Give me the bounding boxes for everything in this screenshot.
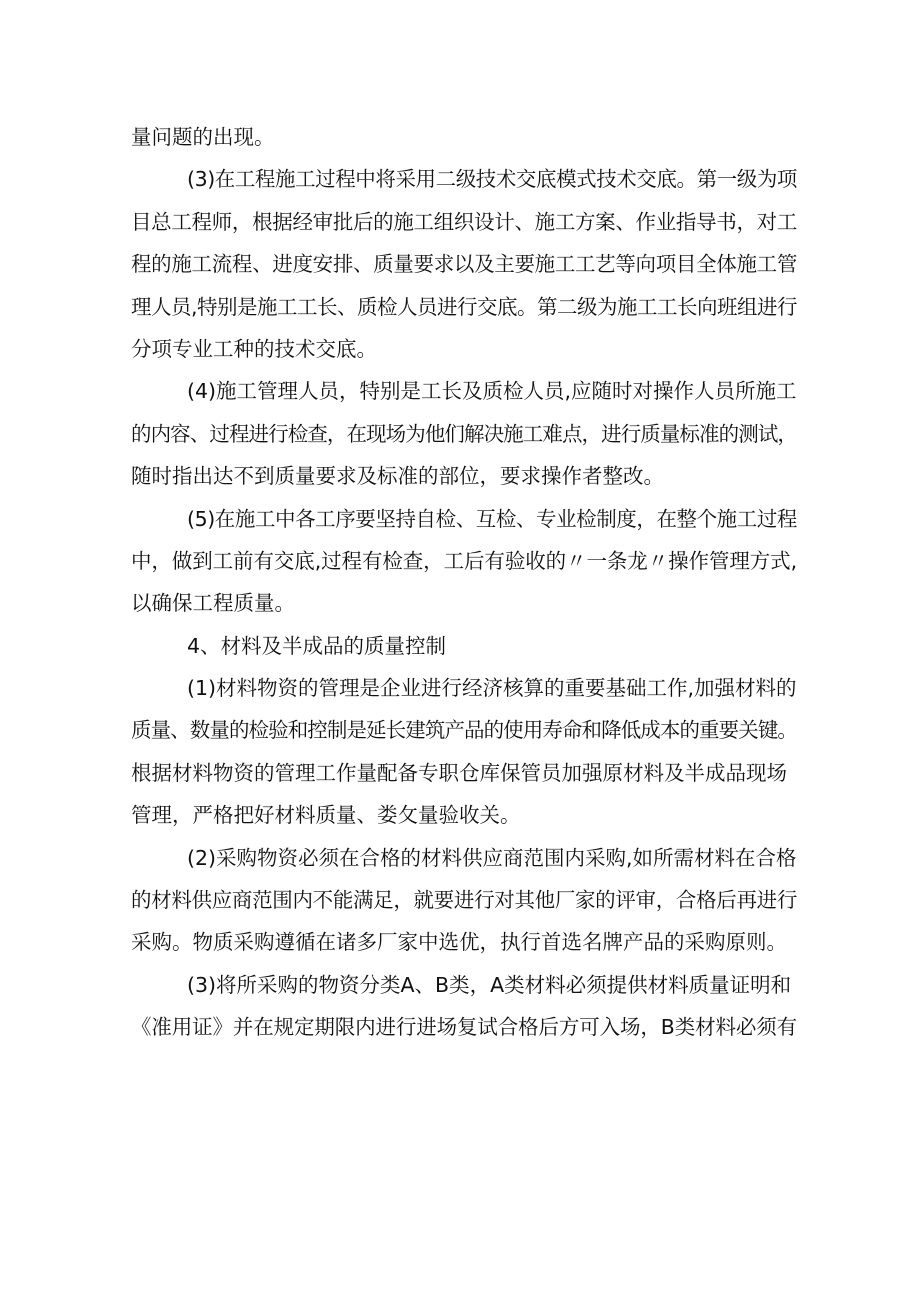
text-line: 中，做到工前有交底,过程有检查，工后有验收的〃一条龙〃操作管理方式, xyxy=(131,548,797,573)
text-line: 以确保工程质量。 xyxy=(131,591,295,616)
text-line: 量问题的出现。 xyxy=(131,125,275,149)
text-line: 程的施工流程、进度安排、质量要求以及主要施工工艺等向项目全体施工管 xyxy=(131,252,797,277)
paragraph-material-2 xyxy=(131,837,797,964)
text-line: 采购。物质采购遵循在诸多厂家中选优，执行首选名牌产品的采购原则。 xyxy=(131,930,787,955)
text-line: 《准用证》并在规定期限内进行进场复试合格后方可入场，B类材料必须有 xyxy=(131,1015,797,1040)
text-line: 理人员,特别是施工工长、质检人员进行交底。第二级为施工工长向班组进行 xyxy=(131,294,797,319)
paragraph-material-3 xyxy=(131,964,797,1049)
text-line: (2)采购物资必须在合格的材料供应商范围内采购,如所需材料在合格 xyxy=(187,845,797,870)
paragraph-item-3 xyxy=(131,158,797,370)
text-line: 质量、数量的检验和控制是延长建筑产品的使用寿命和降低成本的重要关键。 xyxy=(131,718,797,743)
text-line: (3)将所采购的物资分类A、B类，A类材料必须提供材料质量证明和 xyxy=(187,972,792,997)
paragraph xyxy=(131,116,797,158)
text-line: 分项专业工种的技术交底。 xyxy=(131,336,377,361)
text-line: 的内容、过程进行检查，在现场为他们解决施工难点，进行质量标准的测试， xyxy=(131,421,797,446)
paragraph-item-5 xyxy=(131,498,797,625)
document-body xyxy=(131,116,797,1049)
text-line: 随时指出达不到质量要求及标准的部位，要求操作者整改。 xyxy=(131,464,664,489)
text-line: (1)材料物资的管理是企业进行经济核算的重要基础工作,加强材料的 xyxy=(187,676,797,701)
text-line: 根据材料物资的管理工作量配备专职仓库保管员加强原材料及半成品现场 xyxy=(131,760,787,785)
text-line: (3)在工程施工过程中将采用二级技术交底模式技术交底。第一级为项 xyxy=(187,167,797,192)
paragraph-item-4 xyxy=(131,370,797,497)
text-line: (4)施工管理人员，特别是工长及质检人员,应随时对操作人员所施工 xyxy=(187,379,797,404)
text-line: (5)在施工中各工序要坚持自检、互检、专业检制度，在整个施工过程 xyxy=(187,506,797,531)
text-line: 管理，严格把好材料质量、娄攵量验收关。 xyxy=(131,803,521,828)
paragraph-material-1 xyxy=(131,667,797,837)
text-line: 的材料供应商范围内不能满足，就要进行对其他厂家的评审，合格后再进行 xyxy=(131,888,797,913)
section-heading xyxy=(131,625,797,667)
section-heading-text: 4、材料及半成品的质量控制 xyxy=(187,633,447,658)
text-line: 目总工程师，根据经审批后的施工组织设计、施工方案、作业指导书，对工 xyxy=(131,209,797,234)
